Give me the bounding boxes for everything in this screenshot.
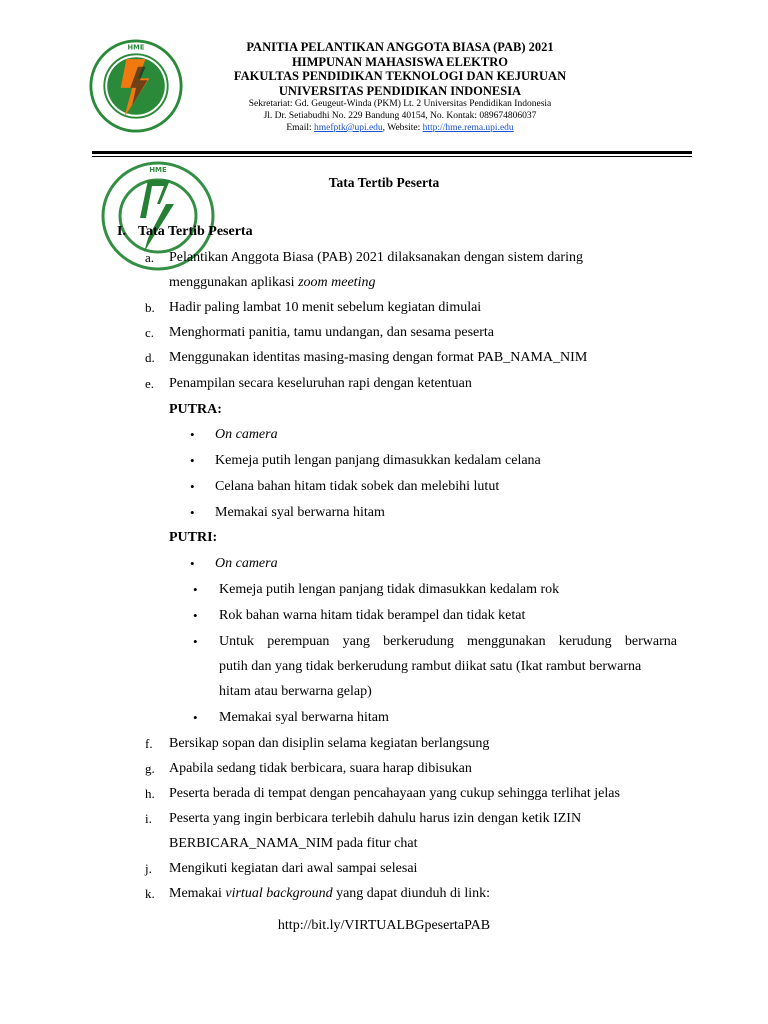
bullet: • <box>190 505 195 520</box>
item-g: Apabila sedang tidak berbicara, suara harap dibisukan <box>169 761 472 776</box>
item-k: Memakai virtual background yang dapat diunduh di link: <box>169 886 491 901</box>
letterhead-line2: HIMPUNAN MAHASISWA ELEKTRO <box>292 54 508 69</box>
header-rule-thin <box>92 156 692 157</box>
item-marker-d: d. <box>145 350 155 365</box>
letterhead-line4: UNIVERSITAS PENDIDIKAN INDONESIA <box>278 83 522 98</box>
item-h: Peserta berada di tempat dengan pencahayaan yang cukup sehingga terlihat jelas <box>169 786 620 801</box>
item-i-line2: BERBICARA_NAMA_NIM pada fitur chat <box>169 836 418 851</box>
letterhead <box>180 40 620 134</box>
item-marker-a: a. <box>145 250 155 265</box>
item-marker-f: f. <box>145 736 153 751</box>
item-i-line1: Peserta yang ingin berbicara terlebih dahulu harus izin dengan ketik IZIN <box>169 811 582 826</box>
item-marker-c: c. <box>145 325 155 340</box>
bullet: • <box>193 634 198 649</box>
item-d: Menggunakan identitas masing-masing dengan format PAB_NAMA_NIM <box>169 350 588 365</box>
letterhead-line3: FAKULTAS PENDIDIKAN TEKNOLOGI DAN KEJURUAN <box>233 69 567 83</box>
putri-item-2: Kemeja putih lengan panjang tidak dimasukkan kedalam rok <box>219 582 560 597</box>
putra-label: PUTRA: <box>169 402 222 417</box>
hme-logo <box>88 38 184 134</box>
bullet: • <box>190 427 195 442</box>
email-link[interactable]: hmefptk@upi.edu <box>314 123 383 133</box>
item-e: Penampilan secara keseluruhan rapi dengan ketentuan <box>169 376 472 391</box>
address-line1: Sekretariat: Gd. Geugeut-Winda (PKM) Lt. 2 Universitas Pendidikan Indonesia <box>248 99 552 109</box>
section-number: I. <box>117 224 126 239</box>
putra-item-3: Celana bahan hitam tidak sobek dan melebihi lutut <box>215 479 500 494</box>
svg-text:HME: HME <box>127 43 145 52</box>
item-f: Bersikap sopan dan disiplin selama kegiatan berlangsung <box>169 736 490 751</box>
putra-item-2: Kemeja putih lengan panjang dimasukkan kedalam celana <box>215 453 541 468</box>
address-line2: Jl. Dr. Setiabudhi No. 229 Bandung 40154, No. Kontak: 089674806037 <box>263 111 537 121</box>
item-marker-e: e. <box>145 376 155 391</box>
item-marker-j: j. <box>145 861 152 876</box>
item-a-line2: menggunakan aplikasi zoom meeting <box>169 275 376 290</box>
putri-label: PUTRI: <box>169 530 218 545</box>
bullet: • <box>193 582 198 597</box>
putri-item-3: Rok bahan warna hitam tidak berampel dan tidak ketat <box>219 608 526 623</box>
letterhead-line1: PANITIA PELANTIKAN ANGGOTA BIASA (PAB) 2021 <box>246 40 554 54</box>
website-link[interactable]: http://hme.rema.upi.edu <box>422 123 514 133</box>
item-c: Menghormati panitia, tamu undangan, dan sesama peserta <box>169 325 495 340</box>
item-marker-g: g. <box>145 761 155 776</box>
item-j: Mengikuti kegiatan dari awal sampai selesai <box>169 861 418 876</box>
contact-line: Email: hmefptk@upi.edu, Website: http://hme.rema.upi.edu <box>286 123 514 133</box>
bullet: • <box>193 710 198 725</box>
header-rule-thick <box>92 151 692 154</box>
svg-text:HME: HME <box>149 166 167 174</box>
bullet: • <box>193 608 198 623</box>
item-marker-b: b. <box>145 300 155 315</box>
section-heading: Tata Tertib Peserta <box>138 224 253 239</box>
putri-item-4-line2: putih dan yang tidak berkerudung rambut diikat satu (Ikat rambut berwarna <box>219 659 642 674</box>
putri-item-1: On camera <box>215 556 278 571</box>
bullet: • <box>190 453 195 468</box>
bullet: • <box>190 479 195 494</box>
item-b: Hadir paling lambat 10 menit sebelum kegiatan dimulai <box>169 300 482 315</box>
putra-item-4: Memakai syal berwarna hitam <box>215 505 385 520</box>
item-marker-i: i. <box>145 811 152 826</box>
item-a-line1: Pelantikan Anggota Biasa (PAB) 2021 dilaksanakan dengan sistem daring <box>169 250 583 265</box>
putra-item-1: On camera <box>215 427 278 442</box>
virtual-background-link[interactable]: http://bit.ly/VIRTUALBGpesertaPAB <box>277 918 491 933</box>
bullet: • <box>190 556 195 571</box>
document-title: Tata Tertib Peserta <box>328 175 440 190</box>
putri-item-4-line3: hitam atau berwarna gelap) <box>219 684 372 699</box>
putri-item-4-line1: Untuk perempuan yang berkerudung menggunakan kerudung berwarna <box>219 634 677 649</box>
item-marker-k: k. <box>145 886 155 901</box>
putri-item-5: Memakai syal berwarna hitam <box>219 710 389 725</box>
item-marker-h: h. <box>145 786 155 801</box>
